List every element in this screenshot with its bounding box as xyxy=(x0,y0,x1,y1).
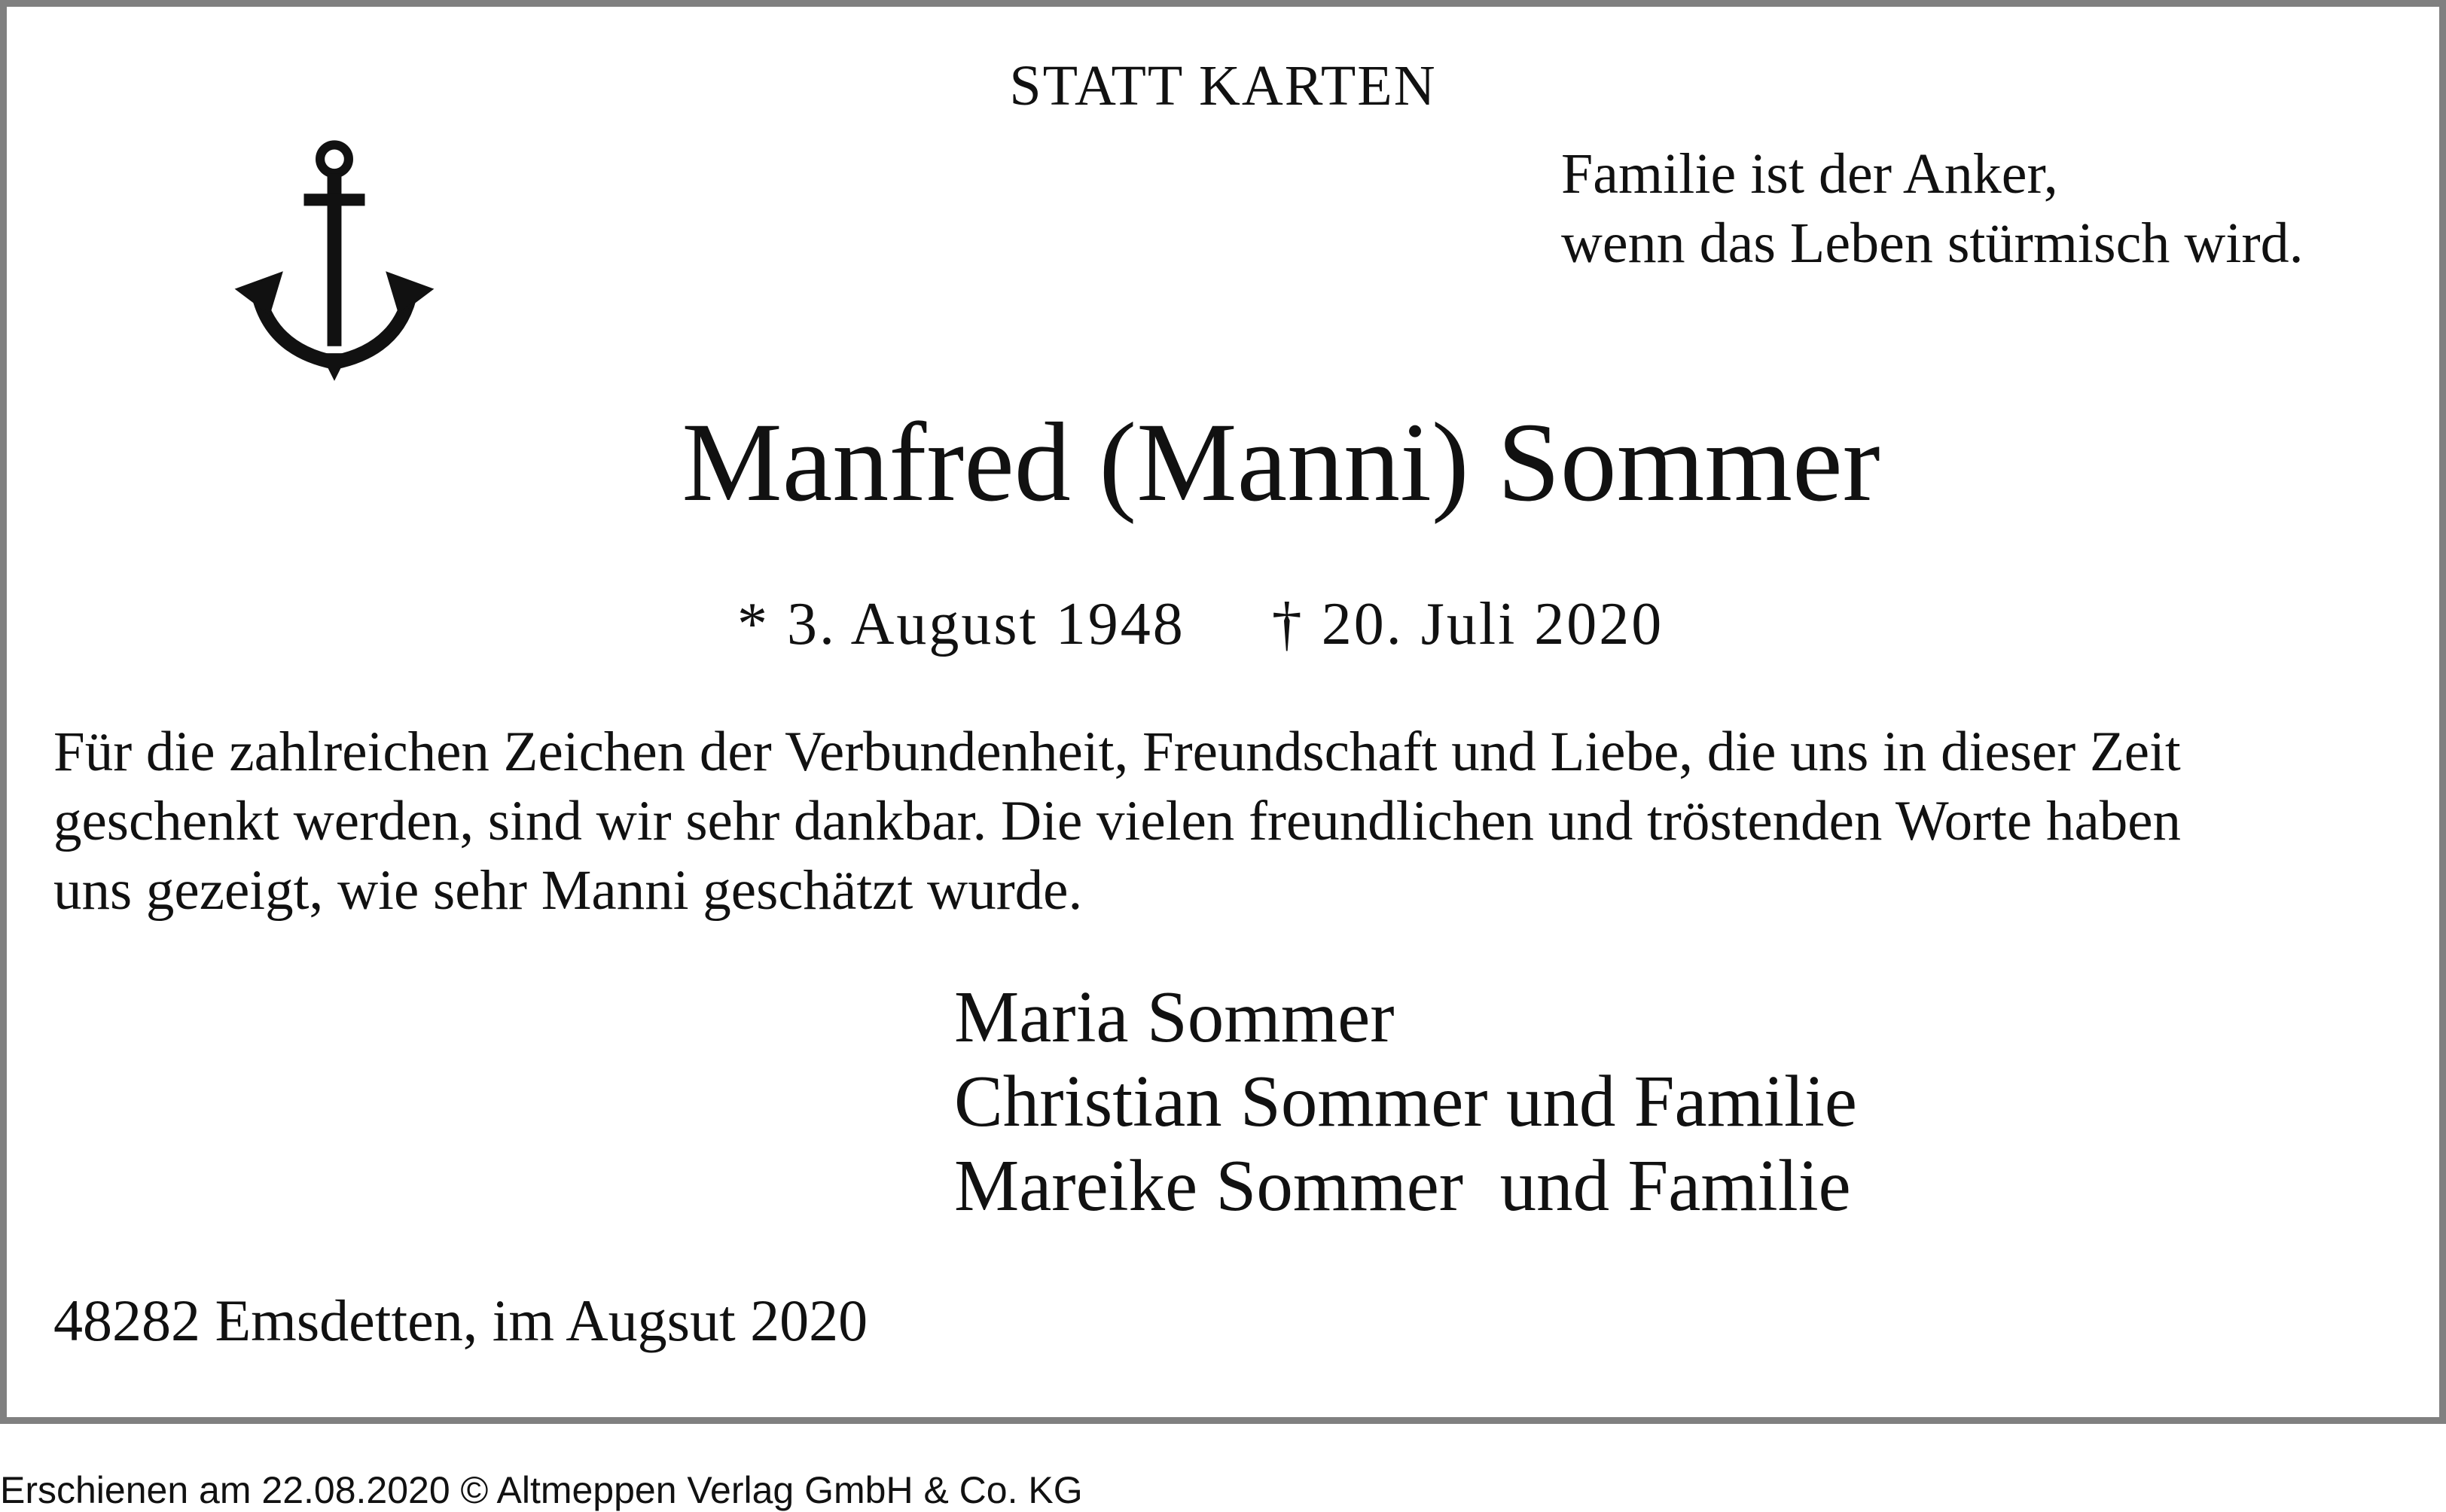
quote xyxy=(1561,139,2304,278)
birth-date: * 3. August 1948 xyxy=(737,591,1185,657)
quote-line: wenn das Leben stürmisch wird. xyxy=(1561,212,2304,275)
notice-header: STATT KARTEN xyxy=(1009,54,1437,117)
publication-footer: Erschienen am 22.08.2020 © Altmeppen Verlag GmbH & Co. KG xyxy=(0,1469,1083,1511)
thank-you-text xyxy=(53,718,2418,925)
signer-name: Maria Sommer xyxy=(954,977,1395,1057)
signers xyxy=(954,975,1857,1228)
signer-name: Christian Sommer und Familie xyxy=(954,1061,1857,1142)
quote-line: Familie ist der Anker, xyxy=(1561,142,2058,206)
deceased-name: Manfred (Manni) Sommer xyxy=(682,400,1880,525)
place-date: 48282 Emsdetten, im Augsut 2020 xyxy=(53,1288,868,1353)
body-line: geschenkt werden, sind wir sehr dankbar. Die vielen freundlichen und tröstenden Worte haben xyxy=(53,790,2182,852)
life-dates xyxy=(737,590,1664,659)
death-date: † 20. Juli 2020 xyxy=(1271,591,1664,657)
anchor-icon xyxy=(233,139,436,387)
body-line: uns gezeigt, wie sehr Manni geschätzt wurde. xyxy=(53,859,1083,922)
signer-name: Mareike Sommer und Familie xyxy=(954,1145,1851,1226)
body-line: Für die zahlreichen Zeichen der Verbundenheit, Freundschaft und Liebe, die uns in dieser Zeit xyxy=(53,721,2181,783)
